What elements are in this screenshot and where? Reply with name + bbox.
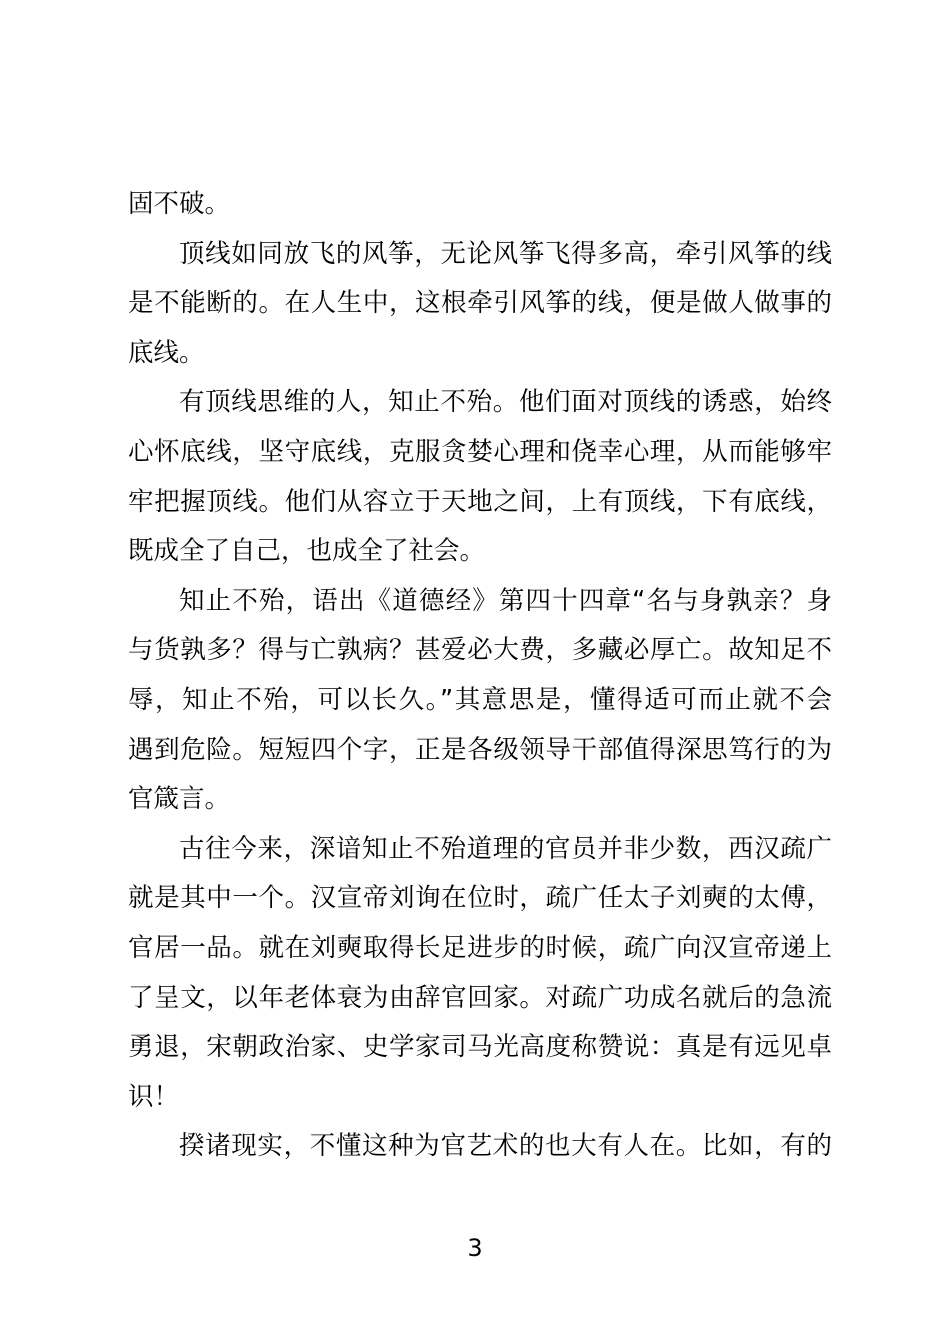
text-line: 知止不殆，语出《道德经》第四十四章“名与身孰亲？身 (179, 585, 832, 616)
text-line: 辱，知止不殆，可以长久。”其意思是，懂得适可而止就不会 (128, 684, 832, 715)
text-line: 勇退，宋朝政治家、史学家司马光高度称赞说：真是有远见卓 (128, 1032, 832, 1063)
text-line: 了呈文，以年老体衰为由辞官回家。对疏广功成名就后的急流 (128, 982, 832, 1013)
text-line: 是不能断的。在人生中，这根牵引风筝的线，便是做人做事的 (128, 288, 832, 319)
text-line: 有顶线思维的人，知止不殆。他们面对顶线的诱惑，始终 (179, 387, 832, 418)
text-line: 固不破。 (128, 189, 231, 219)
text-line: 官居一品。就在刘奭取得长足进步的时候，疏广向汉宣帝递上 (128, 932, 832, 963)
text-line: 遇到危险。短短四个字，正是各级领导干部值得深思笃行的为 (128, 734, 832, 765)
text-line: 就是其中一个。汉宣帝刘询在位时，疏广任太子刘奭的太傅， (128, 883, 832, 914)
text-line: 揆诸现实，不懂这种为官艺术的也大有人在。比如，有的 (179, 1131, 832, 1162)
body-text (128, 180, 832, 1172)
page-number: 3 (467, 1234, 483, 1262)
text-line: 既成全了自己，也成全了社会。 (128, 536, 486, 567)
text-line: 与货孰多？得与亡孰病？甚爱必大费，多藏必厚亡。故知足不 (128, 635, 832, 666)
text-line: 官箴言。 (128, 784, 231, 815)
text-line: 底线。 (128, 337, 205, 368)
text-line: 顶线如同放飞的风筝，无论风筝飞得多高，牵引风筝的线 (179, 238, 832, 269)
text-line: 心怀底线，坚守底线，克服贪婪心理和侥幸心理，从而能够牢 (128, 436, 832, 467)
text-line: 牢把握顶线。他们从容立于天地之间，上有顶线，下有底线， (128, 486, 832, 517)
text-line: 古往今来，深谙知止不殆道理的官员并非少数，西汉疏广 (179, 833, 832, 864)
text-line: 识！ (128, 1081, 180, 1112)
